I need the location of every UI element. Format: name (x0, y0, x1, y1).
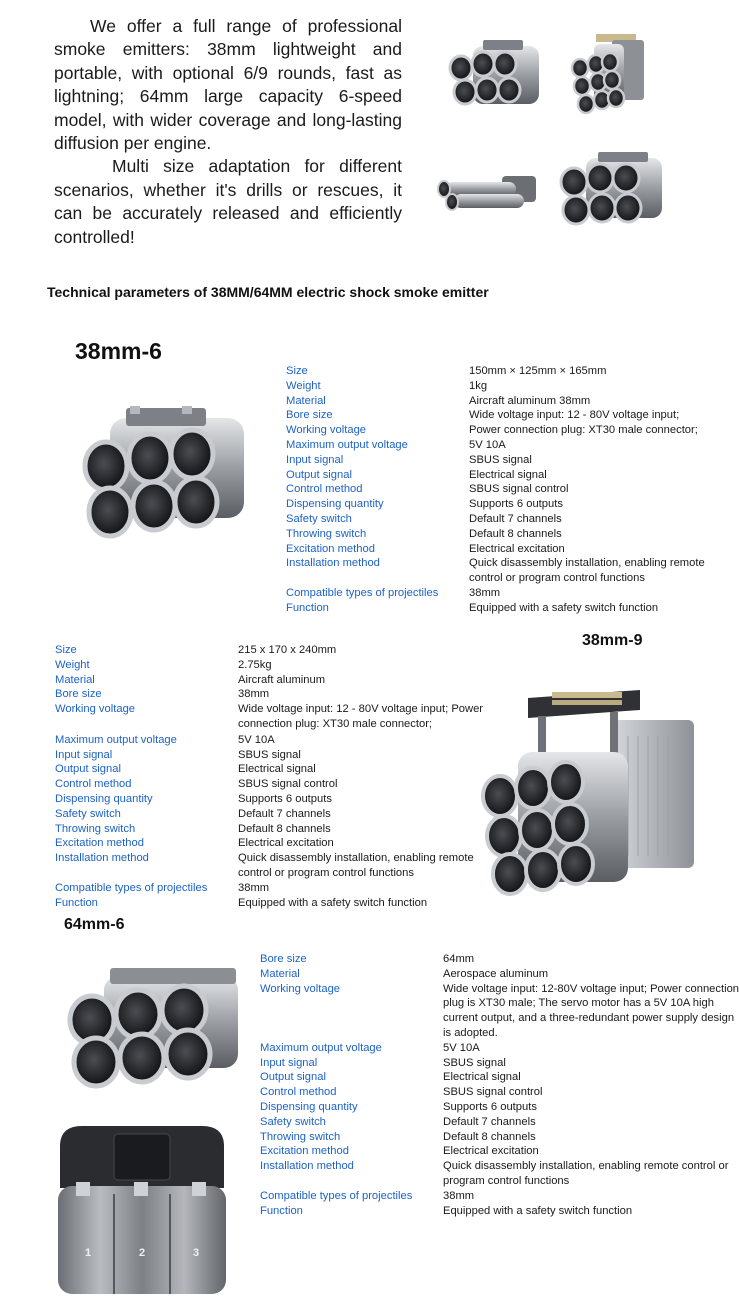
spec-value: Supports 6 outputs (238, 792, 332, 805)
spec-label: Material (55, 673, 95, 686)
spec-label: Dispensing quantity (55, 792, 153, 805)
spec-label: Output signal (286, 468, 352, 481)
intro-paragraph-1: We offer a full range of professional smoke emitters: 38mm lightweight and portable, with optional 6/9 rounds, fast as lightning; 64mm large capacity 6-speed model, with wider coverage and long-lasting diffusion per engine. (54, 16, 402, 154)
spec-row-dispensing-quantity (286, 497, 739, 512)
spec-row-output-signal (55, 762, 496, 777)
spec-label: Function (286, 601, 329, 614)
spec-row-max-output-voltage (260, 1041, 739, 1056)
spec-value: Default 8 channels (238, 822, 331, 835)
spec-value: Electrical signal (238, 763, 316, 776)
spec-row-excitation-method (286, 542, 739, 557)
spec-value: Quick disassembly installation, enabling remote control or program control functions (443, 1160, 729, 1187)
spec-label: Throwing switch (260, 1130, 341, 1143)
spec-row-throwing-switch (55, 822, 496, 837)
spec-row-bore-size (286, 408, 739, 423)
spec-label: Compatible types of projectiles (286, 586, 439, 599)
spec-value: 5V 10A (443, 1041, 480, 1054)
spec-label: Bore size (55, 688, 102, 701)
spec-row-input-signal (55, 748, 496, 763)
spec-row-safety-switch (55, 807, 496, 822)
spec-row-input-signal (286, 453, 739, 468)
section-title: Technical parameters of 38MM/64MM electric shock smoke emitter (47, 284, 489, 300)
spec-value: SBUS signal (238, 748, 301, 761)
spec-label: Material (260, 967, 300, 980)
spec-label: Dispensing quantity (286, 498, 384, 511)
spec-value: Default 8 channels (469, 527, 562, 540)
spec-row-max-output-voltage (286, 438, 739, 453)
spec-value: Wide voltage input: 12 - 80V voltage input; Power connection plug: XT30 male connector; (238, 703, 484, 730)
spec-row-safety-switch (286, 512, 739, 527)
spec-label: Throwing switch (55, 822, 136, 835)
spec-row-control-method (55, 777, 496, 792)
model-title-38mm-9: 38mm-9 (582, 632, 643, 649)
product-image-38mm-6-top (443, 38, 547, 118)
spec-row-installation-method (260, 1159, 739, 1189)
spec-row-material (260, 967, 739, 982)
spec-label: Control method (286, 483, 363, 496)
spec-row-size (55, 643, 496, 658)
spec-row-function (55, 896, 496, 911)
spec-value: Aircraft aluminum (238, 673, 326, 686)
spec-label: Excitation method (286, 542, 375, 555)
spec-row-bore-size (55, 687, 496, 702)
case-number-3: 3 (192, 1247, 200, 1259)
spec-label: Control method (260, 1086, 337, 1099)
spec-value: 150mm × 125mm × 165mm (469, 365, 607, 377)
spec-value: Quick disassembly installation, enabling remote control or program control functions (238, 852, 474, 879)
spec-table-64mm-6 (260, 952, 739, 1218)
spec-value: Electrical signal (469, 468, 547, 481)
spec-row-throwing-switch (286, 527, 739, 542)
spec-label: Excitation method (55, 837, 144, 850)
spec-label: Weight (286, 379, 321, 392)
model-title-64mm-6: 64mm-6 (64, 916, 125, 933)
spec-row-max-output-voltage (55, 733, 496, 748)
spec-value: 38mm (443, 1189, 475, 1202)
spec-value: Electrical excitation (443, 1145, 539, 1158)
spec-label: Safety switch (55, 807, 121, 820)
product-image-64mm-6 (64, 964, 244, 1092)
spec-label: Installation method (55, 852, 149, 865)
spec-label: Size (286, 365, 308, 377)
spec-value: Wide voltage input: 12-80V voltage input; Power connection plug is XT30 male; The servo motor has a 5V 10A high current output, and a three-redundant power supply design is adopted. (443, 982, 739, 1039)
spec-row-output-signal (260, 1070, 739, 1085)
model-title-38mm-6: 38mm-6 (75, 338, 162, 364)
spec-value: Supports 6 outputs (469, 498, 563, 511)
spec-label: Installation method (286, 557, 380, 570)
spec-value: Electrical signal (443, 1071, 521, 1084)
intro-text (54, 15, 402, 249)
spec-value: 38mm (238, 688, 270, 701)
spec-row-safety-switch (260, 1115, 739, 1130)
spec-label: Dispensing quantity (260, 1100, 358, 1113)
spec-label: Function (260, 1204, 303, 1217)
spec-row-function (286, 601, 739, 616)
spec-value: Default 7 channels (469, 512, 562, 525)
spec-value: Electrical excitation (238, 837, 334, 850)
spec-label: Maximum output voltage (286, 438, 408, 451)
product-image-38mm-9-top (566, 32, 652, 116)
spec-label: Safety switch (286, 512, 352, 525)
spec-value: Wide voltage input: 12 - 80V voltage input; (469, 409, 680, 422)
intro-paragraph-2: Multi size adaptation for different scenarios, whether it's drills or rescues, it can be accurately released and efficiently controlled! (54, 156, 402, 247)
spec-value: 5V 10A (238, 733, 275, 746)
spec-value: Equipped with a safety switch function (238, 896, 428, 909)
spec-label: Maximum output voltage (55, 733, 177, 746)
spec-value: Default 8 channels (443, 1130, 536, 1143)
spec-value: Default 7 channels (238, 807, 331, 820)
spec-label: Output signal (260, 1071, 326, 1084)
spec-label: Weight (55, 658, 90, 671)
spec-row-material (55, 673, 496, 688)
spec-label: Input signal (286, 453, 344, 466)
spec-row-control-method (286, 482, 739, 497)
spec-row-output-signal (286, 468, 739, 483)
spec-row-compatible-projectiles (260, 1189, 739, 1204)
spec-value: Equipped with a safety switch function (469, 601, 659, 614)
spec-value: Power connection plug: XT30 male connector; (469, 424, 698, 437)
spec-row-excitation-method (260, 1144, 739, 1159)
spec-label: Working voltage (286, 424, 367, 437)
product-image-64mm-6-top (556, 152, 668, 234)
spec-label: Throwing switch (286, 527, 367, 540)
spec-label: Material (286, 394, 326, 407)
spec-row-size (286, 364, 739, 379)
spec-row-installation-method (286, 556, 739, 586)
spec-value: Aerospace aluminum (443, 967, 549, 980)
spec-row-dispensing-quantity (55, 792, 496, 807)
spec-row-compatible-projectiles (55, 881, 496, 896)
spec-row-excitation-method (55, 836, 496, 851)
spec-row-control-method (260, 1085, 739, 1100)
spec-value: 38mm (238, 881, 270, 894)
spec-value: SBUS signal control (469, 483, 569, 496)
spec-row-function (260, 1204, 739, 1219)
spec-value: SBUS signal (469, 453, 532, 466)
product-image-38mm-9 (478, 676, 700, 896)
spec-row-input-signal (260, 1056, 739, 1071)
spec-label: Working voltage (260, 982, 341, 995)
spec-row-installation-method (55, 851, 496, 881)
spec-value: 64mm (443, 953, 475, 965)
spec-label: Maximum output voltage (260, 1041, 382, 1054)
spec-label: Working voltage (55, 703, 136, 716)
spec-value: 2.75kg (238, 658, 272, 671)
spec-label: Compatible types of projectiles (55, 881, 208, 894)
spec-label: Safety switch (260, 1115, 326, 1128)
spec-table-38mm-9 (55, 643, 496, 910)
case-number-2: 2 (138, 1247, 146, 1259)
spec-value: 5V 10A (469, 438, 506, 451)
spec-label: Excitation method (260, 1145, 349, 1158)
spec-value: Aircraft aluminum 38mm (469, 394, 591, 407)
product-image-38mm-6 (70, 404, 254, 550)
spec-table-38mm-6 (286, 364, 739, 616)
spec-value: 215 x 170 x 240mm (238, 644, 337, 656)
spec-value: Supports 6 outputs (443, 1100, 537, 1113)
spec-row-working-voltage (286, 423, 739, 438)
spec-row-dispensing-quantity (260, 1100, 739, 1115)
spec-value: Default 7 channels (443, 1115, 536, 1128)
spec-value: SBUS signal control (443, 1086, 543, 1099)
spec-label: Bore size (260, 953, 307, 965)
spec-label: Compatible types of projectiles (260, 1189, 413, 1202)
spec-label: Control method (55, 778, 132, 791)
spec-label: Bore size (286, 409, 333, 422)
spec-label: Installation method (260, 1160, 354, 1173)
spec-row-working-voltage (260, 982, 739, 1041)
spec-value: Equipped with a safety switch function (443, 1204, 633, 1217)
product-image-64mm-case (54, 1124, 230, 1300)
spec-row-bore-size (260, 952, 739, 967)
spec-row-compatible-projectiles (286, 586, 739, 601)
spec-label: Size (55, 644, 77, 656)
spec-value: SBUS signal (443, 1056, 506, 1069)
case-number-1: 1 (84, 1247, 92, 1259)
product-image-38mm-2-tube-top (432, 172, 544, 222)
spec-value: 38mm (469, 586, 501, 599)
spec-label: Function (55, 896, 98, 909)
spec-row-working-voltage (55, 702, 496, 732)
spec-row-weight (286, 379, 739, 394)
spec-row-weight (55, 658, 496, 673)
spec-row-throwing-switch (260, 1130, 739, 1145)
spec-value: Electrical excitation (469, 542, 565, 555)
spec-value: SBUS signal control (238, 778, 338, 791)
spec-label: Input signal (55, 748, 113, 761)
spec-label: Input signal (260, 1056, 318, 1069)
spec-value: Quick disassembly installation, enabling remote control or program control functions (469, 557, 705, 585)
spec-value: 1kg (469, 379, 488, 392)
spec-label: Output signal (55, 763, 121, 776)
spec-row-material (286, 394, 739, 409)
